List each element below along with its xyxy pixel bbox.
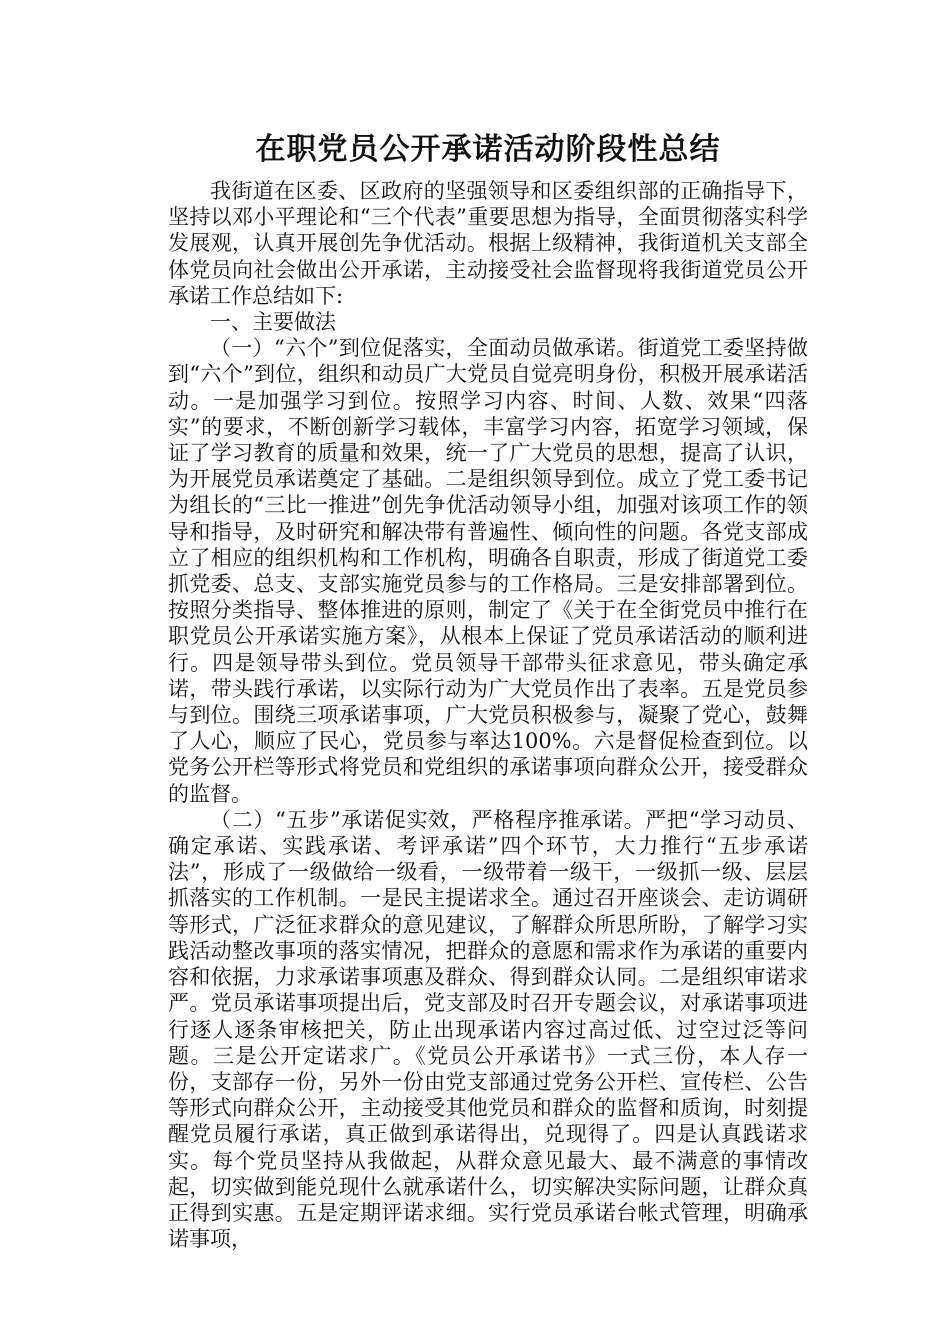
paragraph-six-in-place: （一）“六个”到位促落实，全面动员做承诺。街道党工委坚持做到“六个”到位，组织和动员广大党员自觉亮明身份，积极开展承诺活动。一是加强学习到位。按照学习内容、时间、人数、效果“四落实”的要求，不断创新学习载体，丰富学习内容，拓宽学习领域，保证了学习教育的质量和效果，统一了广大党员的思想，提高了认识，为开展党员承诺奠定了基础。二是组织领导到位。成立了党工委书记为组长的“三比一推进”创先争优活动领导小组，加强对该项工作的领导和指导，及时研究和解决带有普遍性、倾向性的问题。各党支部成立了相应的组织机构和工作机构，明确各自职责，形成了街道党工委抓党委、总支、支部实施党员参与的工作格局。三是安排部署到位。按照分类指导、整体推进的原则，制定了《关于在全街党员中推行在职党员公开承诺实施方案》，从根本上保证了党员承诺活动的顺利进行。四是领导带头到位。党员领导干部带头征求意见，带头确定承诺，带头践行承诺，以实际行动为广大党员作出了表率。五是党员参与到位。围绕三项承诺事项，广大党员积极参与，凝聚了党心，鼓舞了人心，顺应了民心，党员参与率达100%。六是督促检查到位。以党务公开栏等形式将党员和党组织的承诺事项向群众公开，接受群众的监督。 xyxy=(168,336,808,806)
document-page xyxy=(168,128,808,1252)
paragraph-five-steps: （二）“五步”承诺促实效，严格程序推承诺。严把“学习动员、确定承诺、实践承诺、考评承诺”四个环节，大力推行“五步承诺法”，形成了一级做给一级看，一级带着一级干，一级抓一级、层层抓落实的工作机制。一是民主提诺求全。通过召开座谈会、走访调研等形式，广泛征求群众的意见建议，了解群众所思所盼，了解学习实践活动整改事项的落实情况，把群众的意愿和需求作为承诺的重要内容和依据，力求承诺事项惠及群众、得到群众认同。二是组织审诺求严。党员承诺事项提出后，党支部及时召开专题会议，对承诺事项进行逐人逐条审核把关，防止出现承诺内容过高过低、过空过泛等问题。三是公开定诺求广。《党员公开承诺书》一式三份，本人存一份，支部存一份，另外一份由党支部通过党务公开栏、宣传栏、公告等形式向群众公开，主动接受其他党员和群众的监督和质询，时刻提醒党员履行承诺，真正做到承诺得出，兑现得了。四是认真践诺求实。每个党员坚持从我做起，从群众意见最大、最不满意的事情改起，切实做到能兑现什么就承诺什么，切实解决实际问题，让群众真正得到实惠。五是定期评诺求细。实行党员承诺台帐式管理，明确承诺事项， xyxy=(168,807,808,1252)
document-title: 在职党员公开承诺活动阶段性总结 xyxy=(255,132,721,167)
section-heading: 一、主要做法 xyxy=(210,310,336,335)
intro-paragraph: 我街道在区委、区政府的坚强领导和区委组织部的正确指导下，坚持以邓小平理论和“三个代表”重要思想为指导，全面贯彻落实科学发展观，认真开展创先争优活动。根据上级精神，我街道机关支部全体党员向社会做出公开承诺，主动接受社会监督现将我街道党员公开承诺工作总结如下: xyxy=(168,179,808,308)
